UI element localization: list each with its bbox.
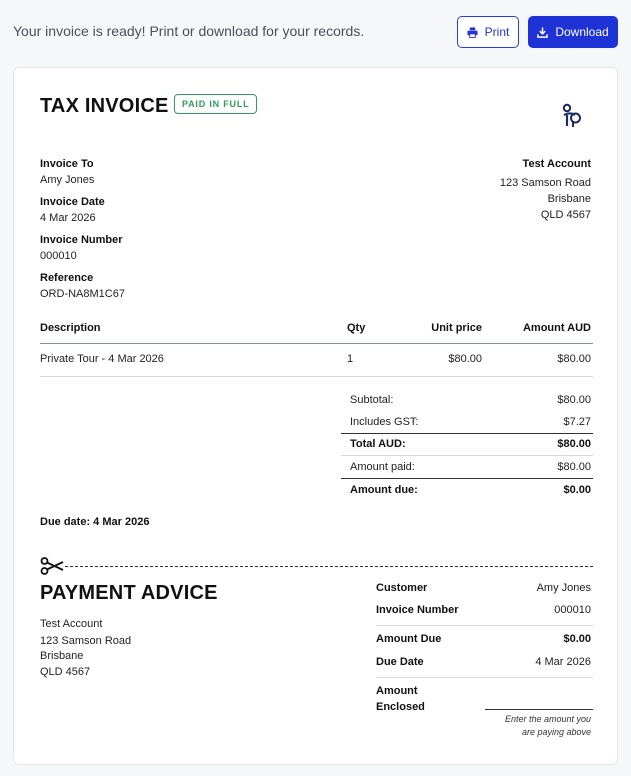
gst-label: Includes GST:	[350, 416, 419, 428]
top-bar	[0, 0, 631, 64]
advice-divider-2	[376, 677, 593, 678]
print-label: Print	[484, 25, 510, 39]
advice-sender-address-line1: 123 Samson Road	[40, 635, 132, 647]
row-unit-price: $80.00	[448, 353, 482, 365]
status-badge: PAID IN FULL	[174, 94, 257, 114]
cut-line	[40, 566, 593, 567]
download-button[interactable]	[528, 16, 618, 48]
sender-name: Test Account	[522, 158, 591, 170]
amount-paid-value: $80.00	[557, 461, 591, 473]
download-icon	[537, 27, 548, 38]
printer-icon	[467, 27, 478, 38]
advice-sender-name: Test Account	[40, 618, 103, 630]
advice-amount-due-value: $0.00	[563, 633, 591, 645]
advice-amount-enclosed-label-1: Amount	[376, 685, 418, 697]
row-description: Private Tour - 4 Mar 2026	[40, 353, 164, 365]
print-button[interactable]	[457, 16, 519, 48]
total-label: Total AUD:	[350, 438, 406, 450]
advice-sender-suburb: Brisbane	[40, 650, 84, 662]
amount-due-label: Amount due:	[350, 484, 418, 496]
amount-enclosed-note-2: are paying above	[521, 727, 591, 737]
table-row-divider	[40, 376, 593, 377]
reference-label: Reference	[40, 272, 94, 284]
download-label: Download	[555, 25, 609, 39]
advice-customer-label: Customer	[376, 582, 428, 594]
scissors-icon	[40, 556, 64, 581]
row-qty: 1	[347, 353, 354, 365]
col-header-description: Description	[40, 322, 101, 334]
reference-value: ORD-NA8M1C67	[40, 288, 125, 300]
invoice-number-label: Invoice Number	[40, 234, 123, 246]
subtotal-label: Subtotal:	[350, 394, 394, 406]
due-divider	[341, 478, 593, 479]
ready-message: Your invoice is ready! Print or download for your records.	[13, 23, 365, 39]
advice-divider-1	[376, 625, 593, 626]
invoice-card	[13, 67, 618, 765]
row-amount: $80.00	[557, 353, 591, 365]
invoice-title: TAX INVOICE	[40, 95, 169, 117]
subtotal-value: $80.00	[557, 394, 591, 406]
invoice-to-label: Invoice To	[40, 158, 94, 170]
gst-value: $7.27	[563, 416, 591, 428]
company-logo-icon	[560, 103, 584, 134]
amount-due-value: $0.00	[563, 484, 591, 496]
invoice-number-value: 000010	[40, 250, 77, 262]
payment-advice-title: PAYMENT ADVICE	[40, 582, 218, 604]
amount-enclosed-line	[485, 709, 593, 710]
advice-amount-due-label: Amount Due	[376, 633, 442, 645]
amount-paid-label: Amount paid:	[350, 461, 415, 473]
total-divider	[341, 433, 593, 434]
advice-amount-enclosed-label-2: Enclosed	[376, 701, 425, 713]
col-header-qty: Qty	[347, 322, 366, 334]
total-value: $80.00	[557, 438, 591, 450]
col-header-unit-price: Unit price	[431, 322, 482, 334]
due-date-text: Due date: 4 Mar 2026	[40, 516, 150, 528]
table-header-divider	[40, 343, 593, 344]
advice-sender-state-post: QLD 4567	[40, 666, 91, 678]
sender-suburb: Brisbane	[547, 193, 591, 205]
amount-enclosed-note-1: Enter the amount you	[504, 714, 591, 724]
advice-invoice-number-label: Invoice Number	[376, 604, 459, 616]
invoice-date-value: 4 Mar 2026	[40, 212, 96, 224]
advice-customer-value: Amy Jones	[536, 582, 591, 594]
invoice-date-label: Invoice Date	[40, 196, 105, 208]
advice-invoice-number-value: 000010	[554, 604, 591, 616]
advice-due-date-label: Due Date	[376, 656, 424, 668]
invoice-to-value: Amy Jones	[40, 174, 95, 186]
sender-state-post: QLD 4567	[540, 209, 591, 221]
paid-divider	[341, 455, 593, 456]
advice-due-date-value: 4 Mar 2026	[535, 656, 591, 668]
col-header-amount: Amount AUD	[522, 322, 591, 334]
sender-address-line1: 123 Samson Road	[499, 177, 591, 189]
